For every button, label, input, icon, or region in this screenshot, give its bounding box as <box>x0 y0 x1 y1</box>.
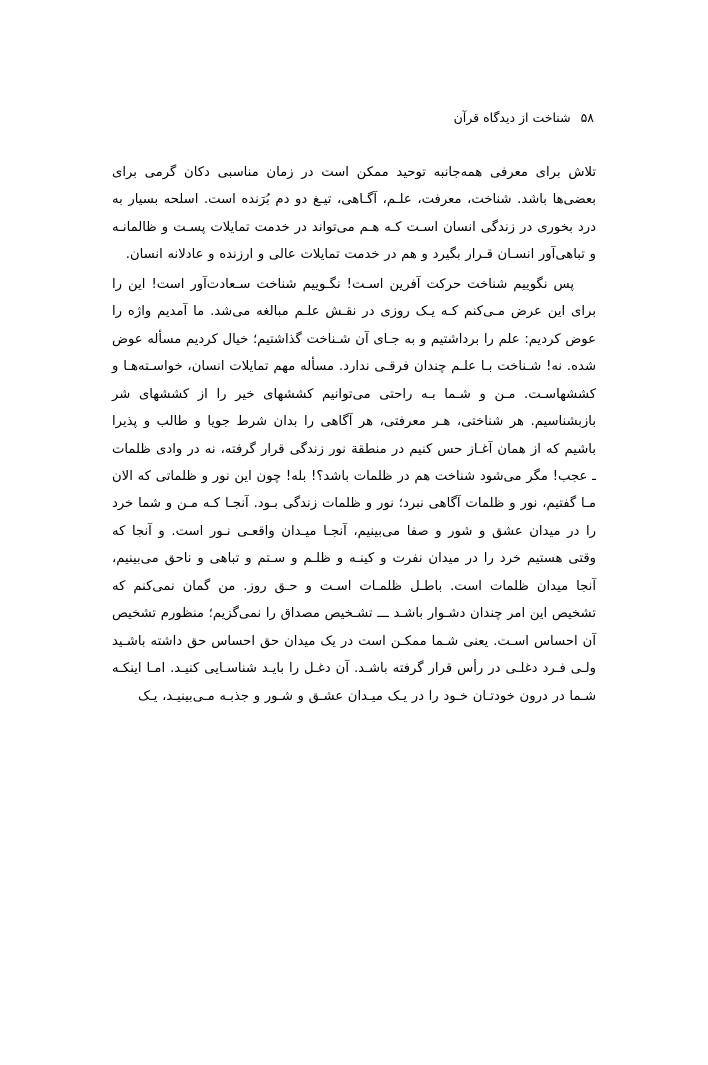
page-content <box>112 110 596 710</box>
running-title: شناخت از دیدگاه قرآن <box>453 110 571 125</box>
body-paragraph-1: تلاش برای معرفی همه‌جانبه توحید ممکن است در زمان مناسبی دکان گرمی برای بعضی‌ها باشد. شناخت، معرفت، علـم، آگـاهی، تیـغ دو دم بُرَنده است. اسلحه بسیار به درد بخوری در زندگی انسان اسـت کـه هـم می‌تواند در خدمت تمایلات پسـت و ظالمانـه و تباهی‌آور انسـان قـرار بگیرد و هم در خدمت تمایلات عالی و ارزنده و عادلانه انسان. <box>112 165 596 263</box>
page-number: ۵۸ <box>580 110 594 125</box>
body-paragraph-2: پس نگوییم شناخت حرکت آفرین اسـت! نگـوییم شناخت سـعادت‌آور است! این را برای این عرض مـی‌کنم کـه یـک روزی در نقـش علـم مبالغه می‌شد. ما آمدیم واژه را عوض کردیم: علم را برداشتیم و به جـای آن شـناخت گذاشتیم؛ خیال کردیم مسأله عوض شده. نه! شـناخت بـا علـم چندان فرقـی ندارد. مسأله مهم تمایلات انسان، خواسـته‌هـا و کششهاسـت. مـن و شـما بـه راحتی می‌توانیم کششهای خیر را از کششهای شر بازبشناسیم. هر شناختی، هـر معرفتی، هر آگاهی را بدان شرط جویا و طالب و پذیرا باشیم که از همان آغـاز حس کنیم در منطقة نور زندگی قرار گرفته، نه در وادی ظلمات ـ عجب! مگر می‌شود شناخت هم در ظلمات باشد؟! بله! چون این نور و ظلماتی که الان مـا گفتیم، نور و ظلمات آگاهی نبرد؛ نور و ظلمات زندگی بـود. آنجـا کـه مـن و شما خرد را در میدان عشق و شور و صفا می‌بینیم، آنجـا میـدان واقعـی نـور است. و آنجا که وقتی هستیم خرد را در میدان نفرت و کینـه و ظلـم و سـتم و تباهی و ناحق می‌بینیم، آنجا میدان ظلمات است. باطـل ظلمـات اسـت و حـق روز. من گمان نمی‌کنم که تشخیص این امر چندان دشـوار باشـد ـــ تشـخیص مصداق را نمی‌گزیم؛ منظورم تشخیص آن احساس اسـت. یعنی شـما ممکـن است در یک میدان حق احساس حق داشته باشـید ولـی فـرد دغلـی در رأس قرار گرفته باشـد. آن دغـل را بایـد شناسـایی کنیـد. امـا اینکـه شـما در درون خودتـان خـود را در یـک میـدان عشـق و شـور و جذبـه مـی‌بینیـد، یـک <box>112 276 596 704</box>
page-header <box>112 110 596 125</box>
